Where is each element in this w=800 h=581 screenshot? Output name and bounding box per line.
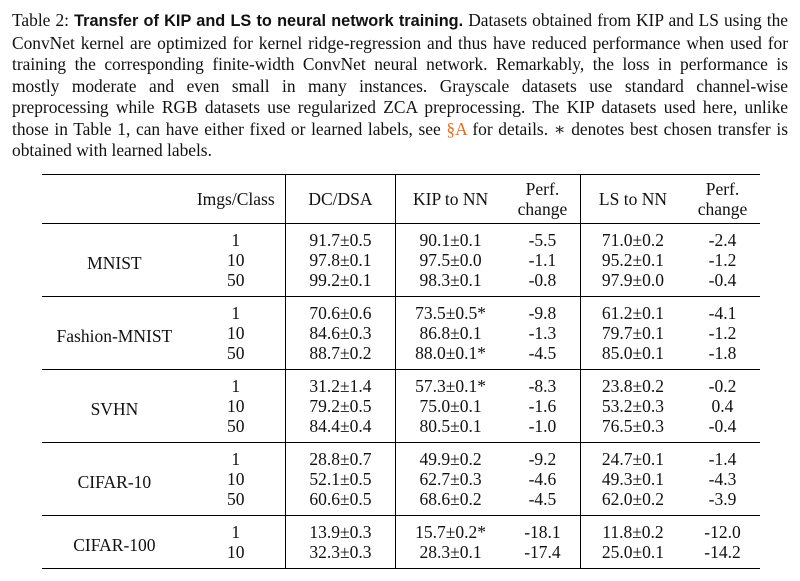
table-row	[42, 443, 760, 470]
perf-change-ls-cell: -14.2	[704, 542, 741, 562]
imgs-per-class-cell: 10	[227, 323, 245, 343]
header-perf-line2: change	[697, 199, 748, 219]
perf-change-ls-cell: 0.4	[711, 396, 734, 416]
perf-change-ls-cell: -4.1	[708, 303, 737, 323]
dataset-name: SVHN	[90, 399, 139, 419]
ls-to-nn-cell: 95.2±0.1	[580, 250, 685, 270]
header-dataset	[42, 175, 187, 224]
dc-dsa-cell: 28.8±0.7	[285, 443, 395, 470]
kip-to-nn-cell: 62.7±0.3	[396, 469, 505, 489]
perf-change-ls-cell: -12.0	[704, 522, 741, 542]
perf-change-ls-cell: -4.3	[708, 469, 737, 489]
ls-to-nn-cell: 76.5±0.3	[580, 416, 685, 443]
header-perf-change-kip	[505, 175, 580, 224]
perf-change-ls-cell: -2.4	[708, 230, 737, 250]
header-perf-line2: change	[517, 199, 568, 219]
dc-dsa-cell: 84.6±0.3	[285, 323, 395, 343]
kip-to-nn-cell: 90.1±0.1	[396, 224, 505, 251]
kip-to-nn-cell: 80.5±0.1	[396, 416, 505, 443]
perf-change-ls-cell: -1.2	[708, 323, 737, 343]
kip-to-nn-cell: 57.3±0.1*	[396, 370, 505, 397]
perf-change-kip-cell: -4.6	[528, 469, 557, 489]
dc-dsa-cell: 70.6±0.6	[285, 297, 395, 324]
dataset-name: CIFAR-10	[77, 472, 152, 492]
caption-body-end: for details. ∗ denotes best chosen transfer is obtained with learned labels.	[12, 118, 788, 160]
header-perf-change-ls	[685, 175, 760, 224]
imgs-per-class-cell: 1	[231, 522, 241, 542]
perf-change-ls-cell: -1.2	[708, 250, 737, 270]
table-row	[42, 224, 760, 251]
dc-dsa-cell: 13.9±0.3	[285, 516, 395, 543]
ls-to-nn-cell: 79.7±0.1	[580, 323, 685, 343]
imgs-per-class-cell: 1	[231, 230, 241, 250]
ls-to-nn-cell: 85.0±0.1	[580, 343, 685, 370]
perf-change-kip-cell: -1.1	[528, 250, 557, 270]
imgs-per-class-cell: 50	[227, 416, 245, 436]
ls-to-nn-cell: 25.0±0.1	[580, 542, 685, 569]
caption-title: Transfer of KIP and LS to neural network training.	[74, 12, 464, 30]
perf-change-kip-cell: -9.2	[528, 449, 557, 469]
caption-body: Datasets obtained from KIP and LS using the ConvNet kernel are optimized for kernel ridge-regression and thus have reduced performance when used for training the corresponding finite-width ConvNet neural network. Remarkably, the loss in performance is mostly moderate and even small in many instances. Grayscale datasets use standard channel-wise preprocessing while RGB datasets use regularized ZCA preprocessing. The KIP datasets used here, unlike those in Table 1, can have either fixed or learned labels, see	[12, 10, 788, 139]
table-row	[42, 370, 760, 397]
dc-dsa-cell: 31.2±1.4	[285, 370, 395, 397]
dc-dsa-cell: 88.7±0.2	[285, 343, 395, 370]
dc-dsa-cell: 84.4±0.4	[285, 416, 395, 443]
table-body	[42, 224, 760, 569]
kip-to-nn-cell: 86.8±0.1	[396, 323, 505, 343]
imgs-per-class-cell: 50	[227, 343, 245, 363]
kip-to-nn-cell: 73.5±0.5*	[396, 297, 505, 324]
dc-dsa-cell: 79.2±0.5	[285, 396, 395, 416]
imgs-per-class-cell: 10	[227, 396, 245, 416]
kip-to-nn-cell: 88.0±0.1*	[396, 343, 505, 370]
perf-change-kip-cell: -5.5	[528, 230, 557, 250]
perf-change-ls-cell: -1.8	[708, 343, 737, 363]
dc-dsa-cell: 91.7±0.5	[285, 224, 395, 251]
dc-dsa-cell: 52.1±0.5	[285, 469, 395, 489]
perf-change-kip-cell: -1.3	[528, 323, 557, 343]
perf-change-kip-cell: -0.8	[528, 270, 557, 290]
perf-change-ls-cell: -0.2	[708, 376, 737, 396]
perf-change-kip-cell: -1.6	[528, 396, 557, 416]
imgs-per-class-cell: 50	[227, 489, 245, 509]
ls-to-nn-cell: 24.7±0.1	[580, 443, 685, 470]
dataset-name: MNIST	[87, 253, 142, 273]
dc-dsa-cell: 32.3±0.3	[285, 542, 395, 569]
kip-to-nn-cell: 68.6±0.2	[396, 489, 505, 516]
appendix-link[interactable]: §A	[446, 118, 467, 139]
perf-change-ls-cell: -0.4	[708, 270, 737, 290]
ls-to-nn-cell: 49.3±0.1	[580, 469, 685, 489]
kip-to-nn-cell: 28.3±0.1	[396, 542, 505, 569]
perf-change-ls-cell: -0.4	[708, 416, 737, 436]
perf-change-kip-cell: -9.8	[528, 303, 557, 323]
perf-change-kip-cell: -1.0	[528, 416, 557, 436]
imgs-per-class-cell: 1	[231, 376, 241, 396]
imgs-per-class-cell: 10	[227, 250, 245, 270]
perf-change-kip-cell: -4.5	[528, 343, 557, 363]
imgs-per-class-cell: 10	[227, 469, 245, 489]
header-dc-dsa: DC/DSA	[285, 175, 395, 224]
imgs-per-class-cell: 10	[227, 542, 245, 562]
kip-to-nn-cell: 49.9±0.2	[396, 443, 505, 470]
kip-to-nn-cell: 15.7±0.2*	[396, 516, 505, 543]
perf-change-kip-cell: -8.3	[528, 376, 557, 396]
header-ls-to-nn: LS to NN	[580, 175, 685, 224]
perf-change-kip-cell: -4.5	[528, 489, 557, 509]
table-caption	[12, 10, 788, 162]
imgs-per-class-cell: 1	[231, 449, 241, 469]
dataset-name: Fashion-MNIST	[56, 326, 173, 346]
dc-dsa-cell: 60.6±0.5	[285, 489, 395, 516]
caption-label: Table 2:	[12, 10, 69, 30]
dc-dsa-cell: 97.8±0.1	[285, 250, 395, 270]
header-imgs-per-class: Imgs/Class	[196, 189, 275, 209]
perf-change-ls-cell: -3.9	[708, 489, 737, 509]
table-row	[42, 297, 760, 324]
ls-to-nn-cell: 97.9±0.0	[580, 270, 685, 297]
table-row	[42, 516, 760, 543]
kip-to-nn-cell: 97.5±0.0	[396, 250, 505, 270]
results-table	[42, 174, 760, 569]
ls-to-nn-cell: 53.2±0.3	[580, 396, 685, 416]
dataset-name: CIFAR-100	[73, 535, 156, 555]
ls-to-nn-cell: 61.2±0.1	[580, 297, 685, 324]
ls-to-nn-cell: 62.0±0.2	[580, 489, 685, 516]
header-perf-line1: Perf.	[525, 179, 560, 199]
header-perf-line1: Perf.	[705, 179, 740, 199]
perf-change-ls-cell: -1.4	[708, 449, 737, 469]
imgs-per-class-cell: 1	[231, 303, 241, 323]
perf-change-kip-cell: -18.1	[524, 522, 561, 542]
header-kip-to-nn: KIP to NN	[396, 175, 505, 224]
dc-dsa-cell: 99.2±0.1	[285, 270, 395, 297]
ls-to-nn-cell: 11.8±0.2	[580, 516, 685, 543]
kip-to-nn-cell: 98.3±0.1	[396, 270, 505, 297]
imgs-per-class-cell: 50	[227, 270, 245, 290]
ls-to-nn-cell: 71.0±0.2	[580, 224, 685, 251]
perf-change-kip-cell: -17.4	[524, 542, 561, 562]
kip-to-nn-cell: 75.0±0.1	[396, 396, 505, 416]
ls-to-nn-cell: 23.8±0.2	[580, 370, 685, 397]
